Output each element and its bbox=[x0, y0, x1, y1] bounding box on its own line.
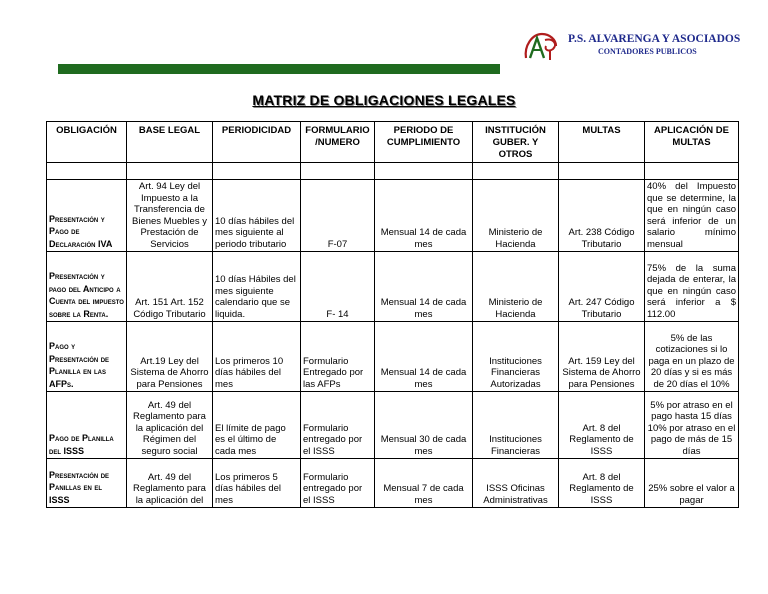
table-row bbox=[47, 322, 739, 392]
obligation-cell: Presentación y Pago de Declaración IVA bbox=[47, 180, 127, 252]
obligations-table bbox=[46, 121, 739, 508]
period-cell: Mensual 14 de cada mes bbox=[375, 322, 473, 392]
institution-cell: Instituciones Financieras bbox=[473, 392, 559, 459]
base-legal-cell: Art. 94 Ley del Impuesto a la Transferencia de Bienes Muebles y Prestación de Servicios bbox=[127, 180, 213, 252]
fine-application-cell: 25% sobre el valor a pagar bbox=[645, 459, 739, 508]
table-row bbox=[47, 180, 739, 252]
column-header: APLICACIÓN DE MULTAS bbox=[645, 122, 739, 163]
fine-application-cell: 40% del Impuesto que se determine, la que en ningún caso será inferior de un salario mínimo mensual bbox=[645, 180, 739, 252]
institution-cell: Ministerio de Hacienda bbox=[473, 180, 559, 252]
periodicity-cell: El límite de pago es el último de cada mes bbox=[213, 392, 301, 459]
firm-logo-icon bbox=[520, 28, 564, 64]
table-spacer-row bbox=[47, 163, 739, 180]
fines-cell: Art. 8 del Reglamento de ISSS bbox=[559, 459, 645, 508]
table-row bbox=[47, 459, 739, 508]
column-header: PERIODICIDAD bbox=[213, 122, 301, 163]
fines-cell: Art. 238 Código Tributario bbox=[559, 180, 645, 252]
form-cell: Formulario entregado por el ISSS bbox=[301, 459, 375, 508]
fine-application-cell: 75% de la suma dejada de enterar, la que en ningún caso será inferior a $ 112.00 bbox=[645, 252, 739, 322]
base-legal-cell: Art. 151 Art. 152 Código Tributario bbox=[127, 252, 213, 322]
periodicity-cell: 10 días Hábiles del mes siguiente calendario que se liquida. bbox=[213, 252, 301, 322]
column-header: OBLIGACIÓN bbox=[47, 122, 127, 163]
column-header: FORMULARIO /NUMERO bbox=[301, 122, 375, 163]
fine-application-cell: 5% por atraso en el pago hasta 15 días 10% por atraso en el pago de más de 15 días bbox=[645, 392, 739, 459]
firm-name: P.S. ALVARENGA Y ASOCIADOS bbox=[568, 33, 741, 45]
column-header: PERIODO DE CUMPLIMIENTO bbox=[375, 122, 473, 163]
periodicity-cell: 10 días hábiles del mes siguiente al periodo tributario bbox=[213, 180, 301, 252]
base-legal-cell: Art. 49 del Reglamento para la aplicación del bbox=[127, 459, 213, 508]
form-cell: F-07 bbox=[301, 180, 375, 252]
form-cell: Formulario Entregado por las AFPs bbox=[301, 322, 375, 392]
fine-application-cell: 5% de las cotizaciones si lo paga en un plazo de 20 días y si es más de 20 días el 10% bbox=[645, 322, 739, 392]
obligation-cell: Pago y Presentación de Planilla en las AFPs. bbox=[47, 322, 127, 392]
institution-cell: Instituciones Financieras Autorizadas bbox=[473, 322, 559, 392]
periodicity-cell: Los primeros 10 días hábiles del mes bbox=[213, 322, 301, 392]
column-header: MULTAS bbox=[559, 122, 645, 163]
period-cell: Mensual 7 de cada mes bbox=[375, 459, 473, 508]
page-title: MATRIZ DE OBLIGACIONES LEGALES bbox=[252, 92, 516, 108]
period-cell: Mensual 14 de cada mes bbox=[375, 252, 473, 322]
header-divider-bar bbox=[58, 64, 500, 74]
obligation-cell: Presentación de Panillas en el ISSS bbox=[47, 459, 127, 508]
institution-cell: Ministerio de Hacienda bbox=[473, 252, 559, 322]
table-header-row bbox=[47, 122, 739, 163]
column-header: BASE LEGAL bbox=[127, 122, 213, 163]
fines-cell: Art. 8 del Reglamento de ISSS bbox=[559, 392, 645, 459]
obligation-cell: Presentación y pago del Anticipo a Cuenta del impuesto sobre la Renta. bbox=[47, 252, 127, 322]
period-cell: Mensual 30 de cada mes bbox=[375, 392, 473, 459]
obligation-cell: Pago de Planilla del ISSS bbox=[47, 392, 127, 459]
firm-subtitle: CONTADORES PUBLICOS bbox=[598, 47, 697, 56]
form-cell: Formulario entregado por el ISSS bbox=[301, 392, 375, 459]
institution-cell: ISSS Oficinas Administrativas bbox=[473, 459, 559, 508]
base-legal-cell: Art.19 Ley del Sistema de Ahorro para Pensiones bbox=[127, 322, 213, 392]
form-cell: F- 14 bbox=[301, 252, 375, 322]
fines-cell: Art. 159 Ley del Sistema de Ahorro para Pensiones bbox=[559, 322, 645, 392]
table-row bbox=[47, 252, 739, 322]
period-cell: Mensual 14 de cada mes bbox=[375, 180, 473, 252]
base-legal-cell: Art. 49 del Reglamento para la aplicación del Régimen del seguro social bbox=[127, 392, 213, 459]
table-row bbox=[47, 392, 739, 459]
column-header: INSTITUCIÓN GUBER. Y OTROS bbox=[473, 122, 559, 163]
periodicity-cell: Los primeros 5 días hábiles del mes bbox=[213, 459, 301, 508]
fines-cell: Art. 247 Código Tributario bbox=[559, 252, 645, 322]
